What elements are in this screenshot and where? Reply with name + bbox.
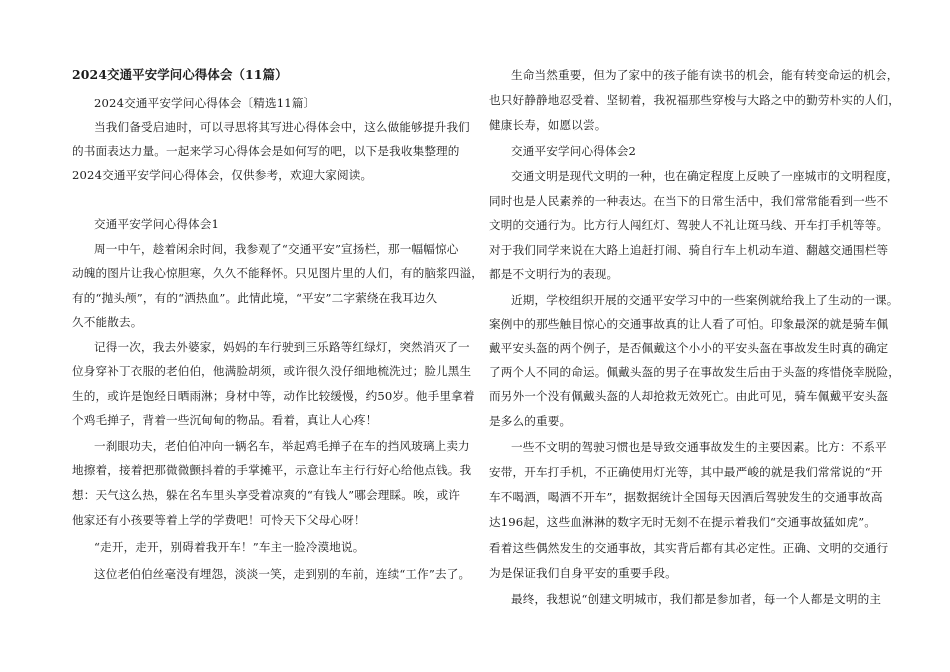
paragraph-line: 为是保证我们自身平安的重要手段。 bbox=[489, 566, 677, 580]
paragraph-line: 位身穿补丁衣服的老伯伯，他满脸胡须，或许很久没仔细地梳洗过；脸儿黑生 bbox=[72, 364, 472, 378]
paragraph-line: 最终，我想说“创建文明城市，我们都是参加者，每一个人都是文明的主 bbox=[511, 592, 882, 606]
paragraph-line: 生命当然重要，但为了家中的孩子能有读书的机会，能有转变命运的机会， bbox=[511, 68, 899, 82]
paragraph-line: 周一中午，趁着闲余时间，我参观了“交通平安”宣扬栏，那一幅幅惊心 bbox=[94, 242, 459, 256]
paragraph-line: 有的“抛头颅”，有的“洒热血”。此情此境，“平安”二字萦绕在我耳边久 bbox=[72, 291, 438, 305]
paragraph-line: 久不能散去。 bbox=[72, 315, 143, 329]
paragraph-line: 戴平安头盔的两个例子，是否佩戴这个小小的平安头盔在事故发生时真的确定 bbox=[489, 341, 889, 355]
section-heading-1: 交通平安学问心得体会1 bbox=[94, 217, 219, 231]
paragraph-line: 而另外一个没有佩戴头盔的人却抢救无效死亡。由此可见，骑车佩戴平安头盔 bbox=[489, 389, 889, 403]
section-heading-2: 交通平安学问心得体会2 bbox=[511, 144, 636, 158]
paragraph-line: 同时也是人民素养的一种表达。在当下的日常生活中，我们常常能看到一些不 bbox=[489, 194, 889, 208]
paragraph-line: 一些不文明的驾驶习惯也是导致交通事故发生的主要因素。比方：不系平 bbox=[511, 440, 887, 454]
paragraph-line: 文明的交通行为。比方行人闯红灯、驾驶人不礼让斑马线、开车打手机等等。 bbox=[489, 218, 889, 232]
paragraph-line: 想：天气这么热，躲在名车里头享受着凉爽的“有钱人”哪会理睬。唉，或许 bbox=[72, 488, 460, 502]
document-title: 2024交通平安学问心得体会（11篇） bbox=[72, 67, 288, 82]
paragraph-line: 是多么的重要。 bbox=[489, 414, 572, 428]
paragraph-line: 安带，开车打手机，不正确使用灯光等，其中最严峻的就是我们常常说的“开 bbox=[489, 465, 883, 479]
paragraph-line: 一刹眼功夫，老伯伯冲向一辆名车，举起鸡毛掸子在车的挡风玻璃上卖力 bbox=[94, 439, 470, 453]
paragraph-line: 也只好静静地忍受着、坚韧着，我祝福那些穿梭与大路之中的勤劳朴实的人们， bbox=[489, 93, 901, 107]
paragraph-line: 这位老伯伯丝毫没有埋怨，淡淡一笑，走到别的车前，连续“工作”去了。 bbox=[94, 567, 471, 581]
paragraph-line: 近期，学校组织开展的交通平安学习中的一些案例就给我上了生动的一课。 bbox=[511, 293, 899, 307]
paragraph-line: 生的，或许是饱经日晒雨淋；身材中等，动作比较缓慢，约50岁。他手里拿着 bbox=[72, 389, 475, 403]
paragraph-line: 他家还有小孩要等着上学的学费吧！可怜天下父母心呀！ bbox=[72, 513, 366, 527]
paragraph-line: 健康长寿，如愿以尝。 bbox=[489, 118, 607, 132]
paragraph-line: 交通文明是现代文明的一种，也在确定程度上反映了一座城市的文明程度， bbox=[511, 169, 899, 183]
paragraph-line: 了两个人不同的命运。佩戴头盔的男子在事故发生后由于头盔的疼惜侥幸脱险， bbox=[489, 365, 901, 379]
paragraph-line: 达196起，这些血淋淋的数字无时无刻不在提示着我们“交通事故猛如虎”。 bbox=[489, 515, 877, 529]
paragraph-line: 动魄的图片让我心惊胆寒，久久不能释怀。只见图片里的人们，有的脑浆四溢， bbox=[72, 266, 484, 280]
paragraph-line: 的书面表达力量。一起来学习心得体会是如何写的吧，以下是我收集整理的 bbox=[72, 144, 460, 158]
paragraph-line: 地擦着，接着把那微微颤抖着的手掌摊平，示意让车主行行好心给他点钱。我 bbox=[72, 463, 472, 477]
subtitle: 2024交通平安学问心得体会〔精选11篇〕 bbox=[94, 96, 316, 110]
paragraph-line: 个鸡毛掸子，背着一些沉甸甸的物品。看着，真让人心疼！ bbox=[72, 413, 378, 427]
paragraph-line: 2024交通平安学问心得体会，仅供参考，欢迎大家阅读。 bbox=[72, 168, 373, 182]
paragraph-line: 记得一次，我去外婆家，妈妈的车行驶到三乐路等红绿灯，突然消灭了一 bbox=[94, 340, 470, 354]
paragraph-line: 对于我们同学来说在大路上追赶打闹、骑自行车上机动车道、翻越交通围栏等 bbox=[489, 243, 889, 257]
paragraph-line: 车不喝酒，喝酒不开车”，据数据统计全国每天因酒后驾驶发生的交通事故高 bbox=[489, 490, 883, 504]
paragraph-line: “走开，走开，别碍着我开车！”车主一脸冷漠地说。 bbox=[94, 540, 365, 554]
paragraph-line: 案例中的那些触目惊心的交通事故真的让人看了可怕。印象最深的就是骑车佩 bbox=[489, 317, 889, 331]
paragraph-line: 看着这些偶然发生的交通事故，其实背后都有其必定性。正确、文明的交通行 bbox=[489, 541, 889, 555]
paragraph-line: 都是不文明行为的表现。 bbox=[489, 267, 619, 281]
paragraph-line: 当我们备受启迪时，可以寻思将其写进心得体会中，这么做能够提升我们 bbox=[94, 120, 470, 134]
